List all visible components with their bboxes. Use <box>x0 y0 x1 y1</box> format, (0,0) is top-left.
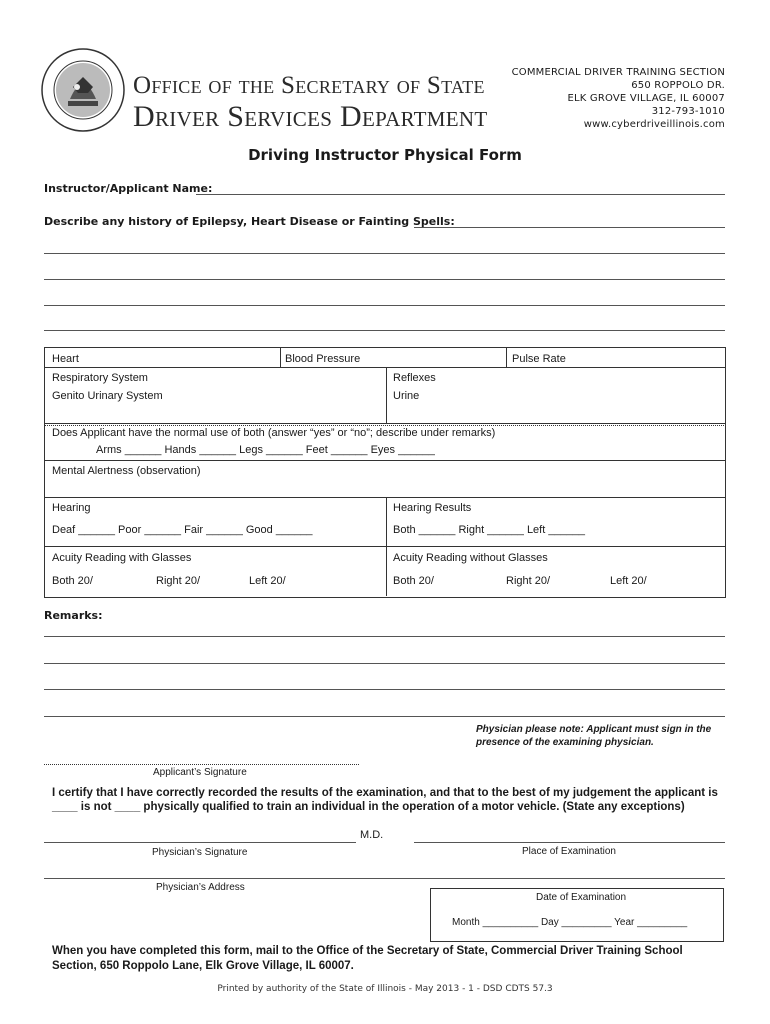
address-line: ELK GROVE VILLAGE, IL 60007 <box>567 93 725 104</box>
history-line[interactable] <box>44 279 725 280</box>
remarks-line[interactable] <box>44 636 725 637</box>
acuity-with-right[interactable]: Right 20/ <box>156 575 201 587</box>
history-label: Describe any history of Epilepsy, Heart Disease or Fainting Spells: <box>44 215 455 228</box>
address-line: www.cyberdriveillinois.com <box>583 119 725 130</box>
remarks-line[interactable] <box>44 663 725 664</box>
genito-field[interactable]: Genito Urinary System <box>52 390 163 402</box>
physician-signature-line[interactable] <box>44 842 356 843</box>
hearing-label: Hearing <box>52 502 91 514</box>
history-line[interactable] <box>44 330 725 331</box>
department-title: Driver Services Department <box>133 100 488 133</box>
limbs-fields[interactable]: Arms ______ Hands ______ Legs ______ Feet ______ Eyes ______ <box>96 444 435 456</box>
respiratory-field[interactable]: Respiratory System <box>52 372 148 384</box>
physician-note: Physician please note: Applicant must sign in the presence of the examining physician. <box>476 724 712 748</box>
heart-field[interactable]: Heart <box>52 353 79 365</box>
hearing-options[interactable]: Deaf ______ Poor ______ Fair ______ Good ______ <box>52 524 313 536</box>
address-line: 650 ROPPOLO DR. <box>631 80 725 91</box>
acuity-without-label: Acuity Reading without Glasses <box>393 552 548 564</box>
history-field[interactable] <box>414 227 725 228</box>
name-label: Instructor/Applicant Name: <box>44 182 213 195</box>
normal-use-label: Does Applicant have the normal use of both (answer “yes” or “no”; describe under remarks) <box>52 427 496 439</box>
certify-statement: I certify that I have correctly recorded the results of the examination, and that to the best of my judgement the applicant is ____ is not ____ physically qualified to train an individual in the operation of a motor vehicle. (State any exceptions) <box>52 787 718 813</box>
place-of-examination-label: Place of Examination <box>522 846 616 857</box>
hearing-results-options[interactable]: Both ______ Right ______ Left ______ <box>393 524 586 536</box>
acuity-with-label: Acuity Reading with Glasses <box>52 552 192 564</box>
acuity-with-left[interactable]: Left 20/ <box>249 575 286 587</box>
acuity-with-both[interactable]: Both 20/ <box>52 575 93 587</box>
acuity-without-both[interactable]: Both 20/ <box>393 575 434 587</box>
remarks-label: Remarks: <box>44 609 103 622</box>
remarks-line[interactable] <box>44 716 725 717</box>
hearing-results-label: Hearing Results <box>393 502 472 514</box>
applicant-signature-label: Applicant’s Signature <box>153 767 247 778</box>
date-of-examination-label: Date of Examination <box>536 892 627 903</box>
address-line: 312-793-1010 <box>651 106 725 117</box>
office-title: Office of the Secretary of State <box>133 72 485 99</box>
applicant-signature-line[interactable] <box>44 764 359 765</box>
md-label: M.D. <box>360 829 384 841</box>
physician-address-line[interactable] <box>44 878 725 879</box>
address-block <box>465 66 725 131</box>
pulse-rate-field[interactable]: Pulse Rate <box>512 353 566 365</box>
physician-signature-label: Physician’s Signature <box>152 847 248 858</box>
physician-address-label: Physician’s Address <box>156 882 245 893</box>
remarks-line[interactable] <box>44 689 725 690</box>
acuity-without-left[interactable]: Left 20/ <box>610 575 647 587</box>
acuity-without-right[interactable]: Right 20/ <box>506 575 551 587</box>
state-seal <box>40 47 126 133</box>
mental-alertness-field[interactable]: Mental Alertness (observation) <box>52 465 201 477</box>
history-line[interactable] <box>44 253 725 254</box>
blood-pressure-field[interactable]: Blood Pressure <box>285 353 361 365</box>
address-line: COMMERCIAL DRIVER TRAINING SECTION <box>511 67 725 78</box>
reflexes-field[interactable]: Reflexes <box>393 372 436 384</box>
form-title: Driving Instructor Physical Form <box>248 146 522 164</box>
urine-field[interactable]: Urine <box>393 390 420 402</box>
mail-instructions: When you have completed this form, mail to the Office of the Secretary of State, Commercial Driver Training School Section, 650 Roppolo Lane, Elk Grove Village, IL 60007. <box>52 945 683 972</box>
date-fields[interactable]: Month __________ Day _________ Year _________ <box>452 917 688 928</box>
footer-authority: Printed by authority of the State of Illinois - May 2013 - 1 - DSD CDTS 57.3 <box>217 984 553 994</box>
history-line[interactable] <box>44 305 725 306</box>
place-of-examination-line[interactable] <box>414 842 725 843</box>
name-field[interactable] <box>196 194 725 195</box>
